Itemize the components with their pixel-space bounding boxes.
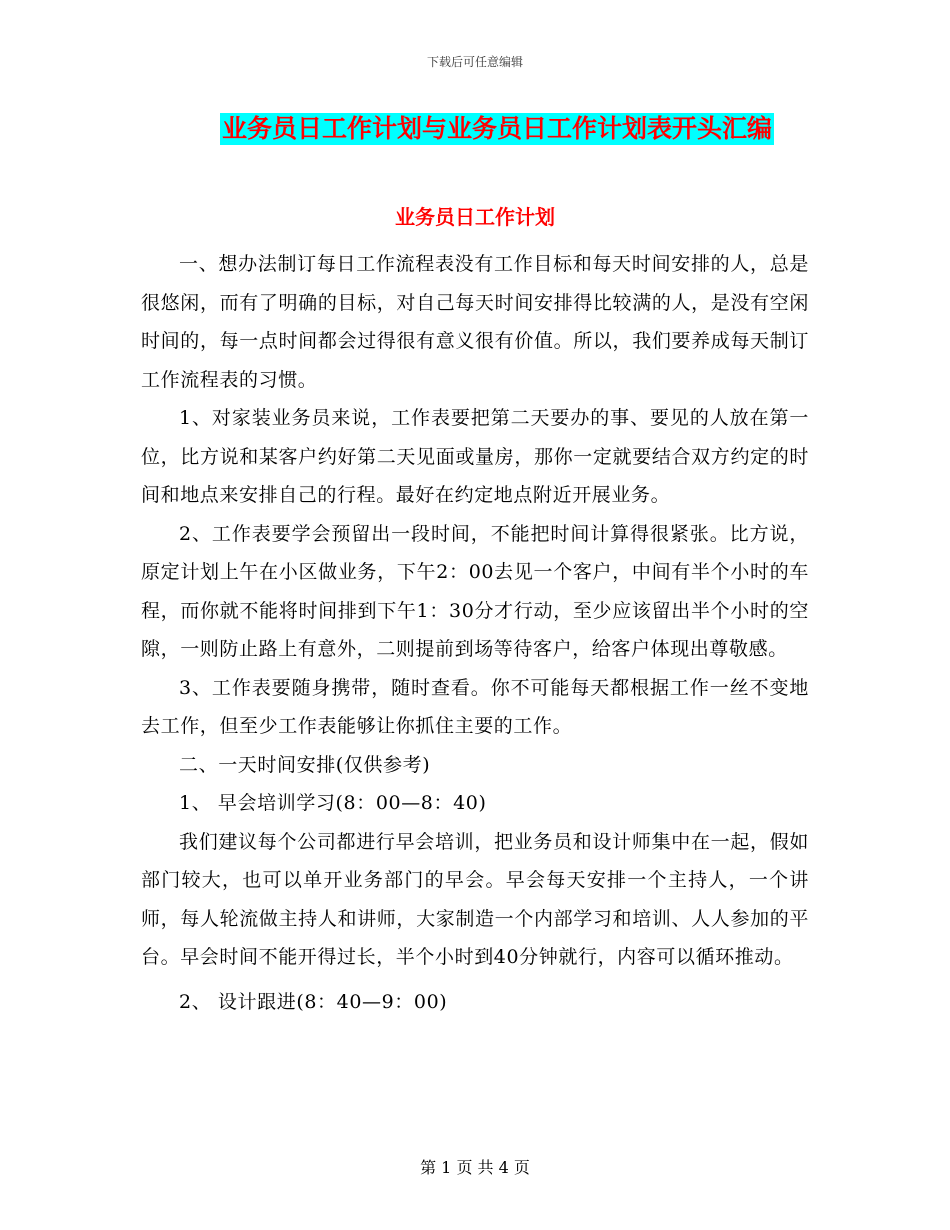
paragraph-6: 1、 早会培训学习(8：00—8：40) [179, 792, 487, 814]
title-container [0, 113, 950, 145]
page-number: 第 1 页 共 4 页 [420, 1158, 530, 1177]
document-title: 业务员日工作计划与业务员日工作计划表开头汇编 [221, 114, 772, 143]
header-note: 下载后可任意编辑 [426, 55, 523, 69]
paragraph-3: 2、工作表要学会预留出一段时间，不能把时间计算得很紧张。比方说，原定计划上午在小区做业务，下午2：00去见一个客户，中间有半个小时的车程，而你就不能将时间排到下午1：30分才行动，至少应该留出半个小时的空隙，一则防止路上有意外，二则提前到场等待客户，给客户体现出尊敬感。 [141, 522, 809, 660]
paragraph-7: 我们建议每个公司都进行早会培训，把业务员和设计师集中在一起，假如部门较大，也可以单开业务部门的早会。早会每天安排一个主持人，一个讲师，每人轮流做主持人和讲师，大家制造一个内部学习和培训、人人参加的平台。早会时间不能开得过长，半个小时到40分钟就行，内容可以循环推动。 [141, 830, 809, 968]
paragraph-5: 二、一天时间安排(仅供参考) [179, 753, 431, 776]
document-body [141, 245, 809, 1021]
paragraph-8: 2、 设计跟进(8：40—9：00) [179, 990, 448, 1013]
paragraph-2: 1、对家装业务员来说，工作表要把第二天要办的事、要见的人放在第一位，比方说和某客户约好第二天见面或量房，那你一定就要结合双方约定的时间和地点来安排自己的行程。最好在约定地点附近开展业务。 [141, 407, 809, 506]
paragraph-4: 3、工作表要随身携带，随时查看。你不可能每天都根据工作一丝不变地去工作，但至少工作表能够让你抓住主要的工作。 [141, 676, 809, 737]
paragraph-1: 一、想办法制订每日工作流程表没有工作目标和每天时间安排的人，总是很悠闲，而有了明确的目标，对自己每天时间安排得比较满的人，是没有空闲时间的，每一点时间都会过得很有意义很有价值。所以，我们要养成每天制订工作流程表的习惯。 [141, 253, 809, 391]
section-title: 业务员日工作计划 [395, 205, 555, 229]
